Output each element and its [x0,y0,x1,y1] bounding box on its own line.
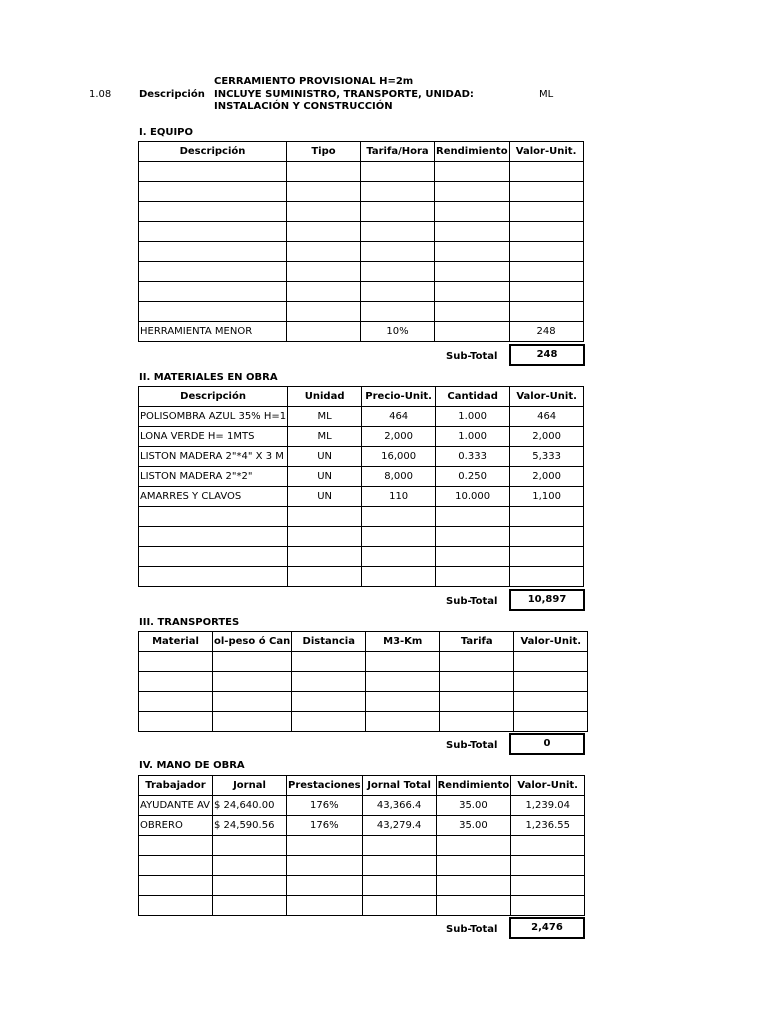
table-row [139,162,584,182]
table-cell [366,712,440,732]
column-header: Rendimiento [435,142,510,162]
table-cell [139,162,287,182]
column-header: Jornal Total [362,776,436,796]
column-header: Cantidad [436,387,510,407]
table-cell: 43,279.4 [362,816,436,836]
table-cell [361,302,435,322]
mano-obra-subtotal-value: 2,476 [509,917,585,939]
column-header: Precio-Unit. [362,387,436,407]
transportes-subtotal-label: Sub-Total [446,740,498,751]
table-cell [436,856,511,876]
table-cell: AYUDANTE AV [139,796,213,816]
table-row [139,242,584,262]
table-cell: 176% [287,816,363,836]
table-cell [139,282,287,302]
table-cell [435,322,510,342]
table-cell: UN [288,447,362,467]
table-row [139,796,585,816]
table-cell [139,182,287,202]
table-cell [511,896,585,916]
table-cell [139,262,287,282]
table-cell: $ 24,590.56 [213,816,287,836]
materiales-table [138,386,584,587]
table-cell [509,282,583,302]
table-cell [361,162,435,182]
section-title-transportes: III. TRANSPORTES [139,617,240,628]
table-cell [366,652,440,672]
description-label: Descripción [139,89,205,100]
table-cell [292,652,366,672]
table-cell [509,182,583,202]
table-cell: 2,000 [510,467,584,487]
table-cell [514,712,588,732]
table-cell [440,712,514,732]
table-cell [288,547,362,567]
table-cell [440,652,514,672]
table-cell [436,507,510,527]
table-cell [436,547,510,567]
table-cell: 464 [510,407,584,427]
table-cell: OBRERO [139,816,213,836]
mano-obra-table [138,775,585,916]
description-line-3: INSTALACIÓN Y CONSTRUCCIÓN [214,101,393,112]
table-cell [514,652,588,672]
table-row [139,222,584,242]
unit-value: ML [539,89,554,100]
table-row [139,407,584,427]
section-title-mano-obra: IV. MANO DE OBRA [139,760,245,771]
table-cell [139,202,287,222]
table-cell [292,672,366,692]
description-line-2: INCLUYE SUMINISTRO, TRANSPORTE, UNIDAD: [214,89,474,100]
table-cell [435,222,510,242]
table-cell [509,162,583,182]
table-cell [139,507,288,527]
table-cell: 0.250 [436,467,510,487]
table-cell: 35.00 [436,816,511,836]
table-cell [139,692,213,712]
table-row [139,282,584,302]
column-header: Material [139,632,213,652]
table-cell [287,856,363,876]
table-cell: 1,100 [510,487,584,507]
table-row [139,487,584,507]
table-cell [213,692,292,712]
table-row [139,302,584,322]
table-cell [213,836,287,856]
table-cell [514,672,588,692]
table-row [139,182,584,202]
table-cell: AMARRES Y CLAVOS [139,487,288,507]
table-cell [287,282,361,302]
header-row [139,387,584,407]
table-cell [511,836,585,856]
table-row [139,262,584,282]
column-header: Valor-Unit. [510,387,584,407]
materiales-subtotal-value: 10,897 [509,589,585,611]
table-cell: 35.00 [436,796,511,816]
column-header: M3-Km [366,632,440,652]
table-cell: 1,236.55 [511,816,585,836]
table-row [139,712,588,732]
table-cell [213,856,287,876]
table-cell: 8,000 [362,467,436,487]
table-cell [139,896,213,916]
table-cell [366,692,440,712]
header-row [139,776,585,796]
table-cell [287,876,363,896]
table-cell [287,896,363,916]
table-cell [287,182,361,202]
table-row [139,672,588,692]
table-row [139,322,584,342]
table-cell: 2,000 [362,427,436,447]
table-cell [139,876,213,896]
table-cell [292,692,366,712]
column-header: Jornal [213,776,287,796]
table-cell: LISTON MADERA 2"*4" X 3 M [139,447,288,467]
table-cell [361,282,435,302]
table-cell [139,856,213,876]
column-header: Tipo [287,142,361,162]
table-cell [361,242,435,262]
table-cell [362,567,436,587]
table-cell [509,302,583,322]
table-cell [511,876,585,896]
table-cell [362,527,436,547]
table-cell [435,302,510,322]
table-cell: LONA VERDE H= 1MTS [139,427,288,447]
table-cell [139,567,288,587]
table-cell [213,672,292,692]
table-cell [511,856,585,876]
table-cell [288,507,362,527]
table-cell [510,507,584,527]
table-cell [510,567,584,587]
table-cell [287,322,361,342]
table-cell: HERRAMIENTA MENOR [139,322,287,342]
table-cell [436,896,511,916]
table-cell: 464 [362,407,436,427]
table-cell [435,202,510,222]
table-cell [436,836,511,856]
table-cell [361,182,435,202]
table-cell: 248 [509,322,583,342]
table-cell [361,222,435,242]
table-cell: 2,000 [510,427,584,447]
table-cell [287,222,361,242]
table-row [139,652,588,672]
transportes-subtotal-value: 0 [509,733,585,755]
table-cell [361,202,435,222]
table-cell [139,302,287,322]
item-number: 1.08 [89,89,112,100]
table-cell [287,162,361,182]
table-cell [287,242,361,262]
column-header: Trabajador [139,776,213,796]
table-cell [139,547,288,567]
table-row [139,447,584,467]
column-header: Descripción [139,142,287,162]
table-cell [362,876,436,896]
table-row [139,896,585,916]
table-cell [436,567,510,587]
table-cell [435,282,510,302]
column-header: Tarifa/Hora [361,142,435,162]
table-cell [362,507,436,527]
table-row [139,507,584,527]
column-header: Rendimiento [436,776,511,796]
table-cell [139,652,213,672]
column-header: Distancia [292,632,366,652]
table-cell: 1,239.04 [511,796,585,816]
section-title-materiales: II. MATERIALES EN OBRA [139,372,278,383]
materiales-subtotal-label: Sub-Total [446,596,498,607]
table-cell [139,836,213,856]
table-cell [366,672,440,692]
table-row [139,876,585,896]
mano-obra-subtotal-label: Sub-Total [446,924,498,935]
table-cell: LISTON MADERA 2"*2" [139,467,288,487]
table-cell: 1.000 [436,427,510,447]
table-cell: 0.333 [436,447,510,467]
table-cell [139,242,287,262]
table-cell [213,712,292,732]
table-row [139,467,584,487]
table-cell [362,836,436,856]
table-row [139,567,584,587]
table-row [139,856,585,876]
table-row [139,816,585,836]
column-header: Valor-Unit. [514,632,588,652]
table-cell [361,262,435,282]
column-header: Descripción [139,387,288,407]
table-cell [435,242,510,262]
column-header: Valor-Unit. [511,776,585,796]
description-line-1: CERRAMIENTO PROVISIONAL H=2m [214,76,414,87]
equipo-subtotal-label: Sub-Total [446,351,498,362]
table-cell [213,896,287,916]
table-cell [288,527,362,547]
table-cell: UN [288,487,362,507]
table-cell [510,527,584,547]
column-header: ol-peso ó Can [213,632,292,652]
table-cell [440,692,514,712]
section-title-equipo: I. EQUIPO [139,127,194,138]
table-row [139,547,584,567]
table-row [139,836,585,856]
column-header: Valor-Unit. [509,142,583,162]
table-cell [213,876,287,896]
table-cell [139,527,288,547]
table-cell [292,712,366,732]
header-row [139,142,584,162]
column-header: Prestaciones [287,776,363,796]
table-cell: ML [288,427,362,447]
table-cell [509,262,583,282]
table-cell [287,836,363,856]
table-cell [514,692,588,712]
table-cell [509,222,583,242]
table-cell: UN [288,467,362,487]
table-cell [213,652,292,672]
table-cell [287,302,361,322]
table-cell [440,672,514,692]
table-row [139,202,584,222]
transportes-table [138,631,588,732]
table-row [139,427,584,447]
table-cell [436,876,511,896]
table-cell [288,567,362,587]
column-header: Unidad [288,387,362,407]
table-cell [139,222,287,242]
table-cell [435,162,510,182]
table-cell [362,856,436,876]
equipo-subtotal-value: 248 [509,344,585,366]
header-row [139,632,588,652]
table-cell [287,202,361,222]
table-cell [509,242,583,262]
table-cell: 10% [361,322,435,342]
table-cell [509,202,583,222]
table-cell [435,182,510,202]
table-row [139,692,588,712]
table-cell: 10.000 [436,487,510,507]
table-cell: $ 24,640.00 [213,796,287,816]
table-cell: 110 [362,487,436,507]
table-cell [362,896,436,916]
table-cell: 176% [287,796,363,816]
table-cell: 5,333 [510,447,584,467]
table-cell [362,547,436,567]
table-row [139,527,584,547]
table-cell: 43,366.4 [362,796,436,816]
column-header: Tarifa [440,632,514,652]
table-cell: 16,000 [362,447,436,467]
table-cell: ML [288,407,362,427]
table-cell [436,527,510,547]
table-cell: POLISOMBRA AZUL 35% H=1 [139,407,288,427]
table-cell [435,262,510,282]
table-cell: 1.000 [436,407,510,427]
table-cell [139,712,213,732]
equipo-table [138,141,584,342]
table-cell [510,547,584,567]
table-cell [139,672,213,692]
table-cell [287,262,361,282]
